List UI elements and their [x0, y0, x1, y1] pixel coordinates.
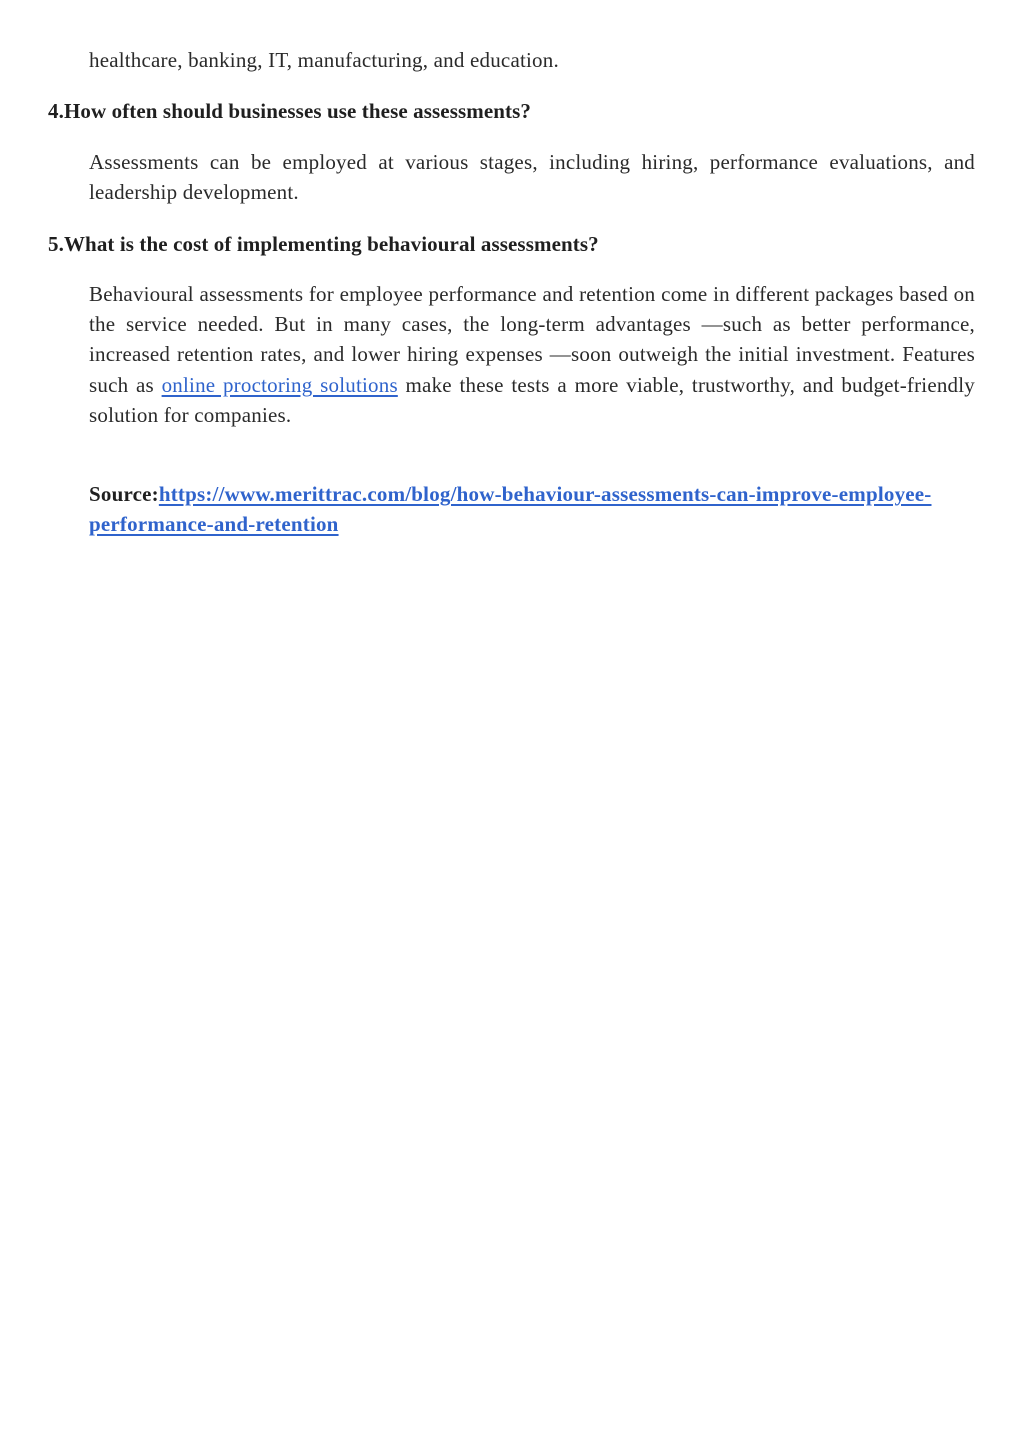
question-4-heading: 4.How often should businesses use these assessments? [48, 99, 532, 123]
source-label: Source: [89, 482, 159, 506]
source-url-link[interactable]: https://www.merittrac.com/blog/how-behaviour-assessments-can-improve-employee-performance-and-retention [89, 482, 932, 537]
question-5-heading: 5.What is the cost of implementing behavioural assessments? [48, 232, 599, 256]
answer-3-continuation: healthcare, banking, IT, manufacturing, and education. [89, 48, 559, 72]
answer-5-text-before-link: Behavioural assessments for employee performance and retention come in different packages based on the service needed. But in many cases, the long-term advantages —such as better performance, increased retention rates, and lower hiring expenses —soon outweigh the initial investment. Features such as [89, 282, 975, 397]
answer-5-paragraph [89, 279, 975, 430]
answer-5-text-after-link: make these tests a more viable, trustworthy, and budget-friendly solution for companies. [89, 372, 975, 427]
answer-4-text: Assessments can be employed at various stages, including hiring, performance evaluations, and leadership development. [89, 150, 975, 205]
source-line [89, 479, 939, 539]
online-proctoring-link[interactable]: online proctoring solutions [161, 372, 398, 397]
